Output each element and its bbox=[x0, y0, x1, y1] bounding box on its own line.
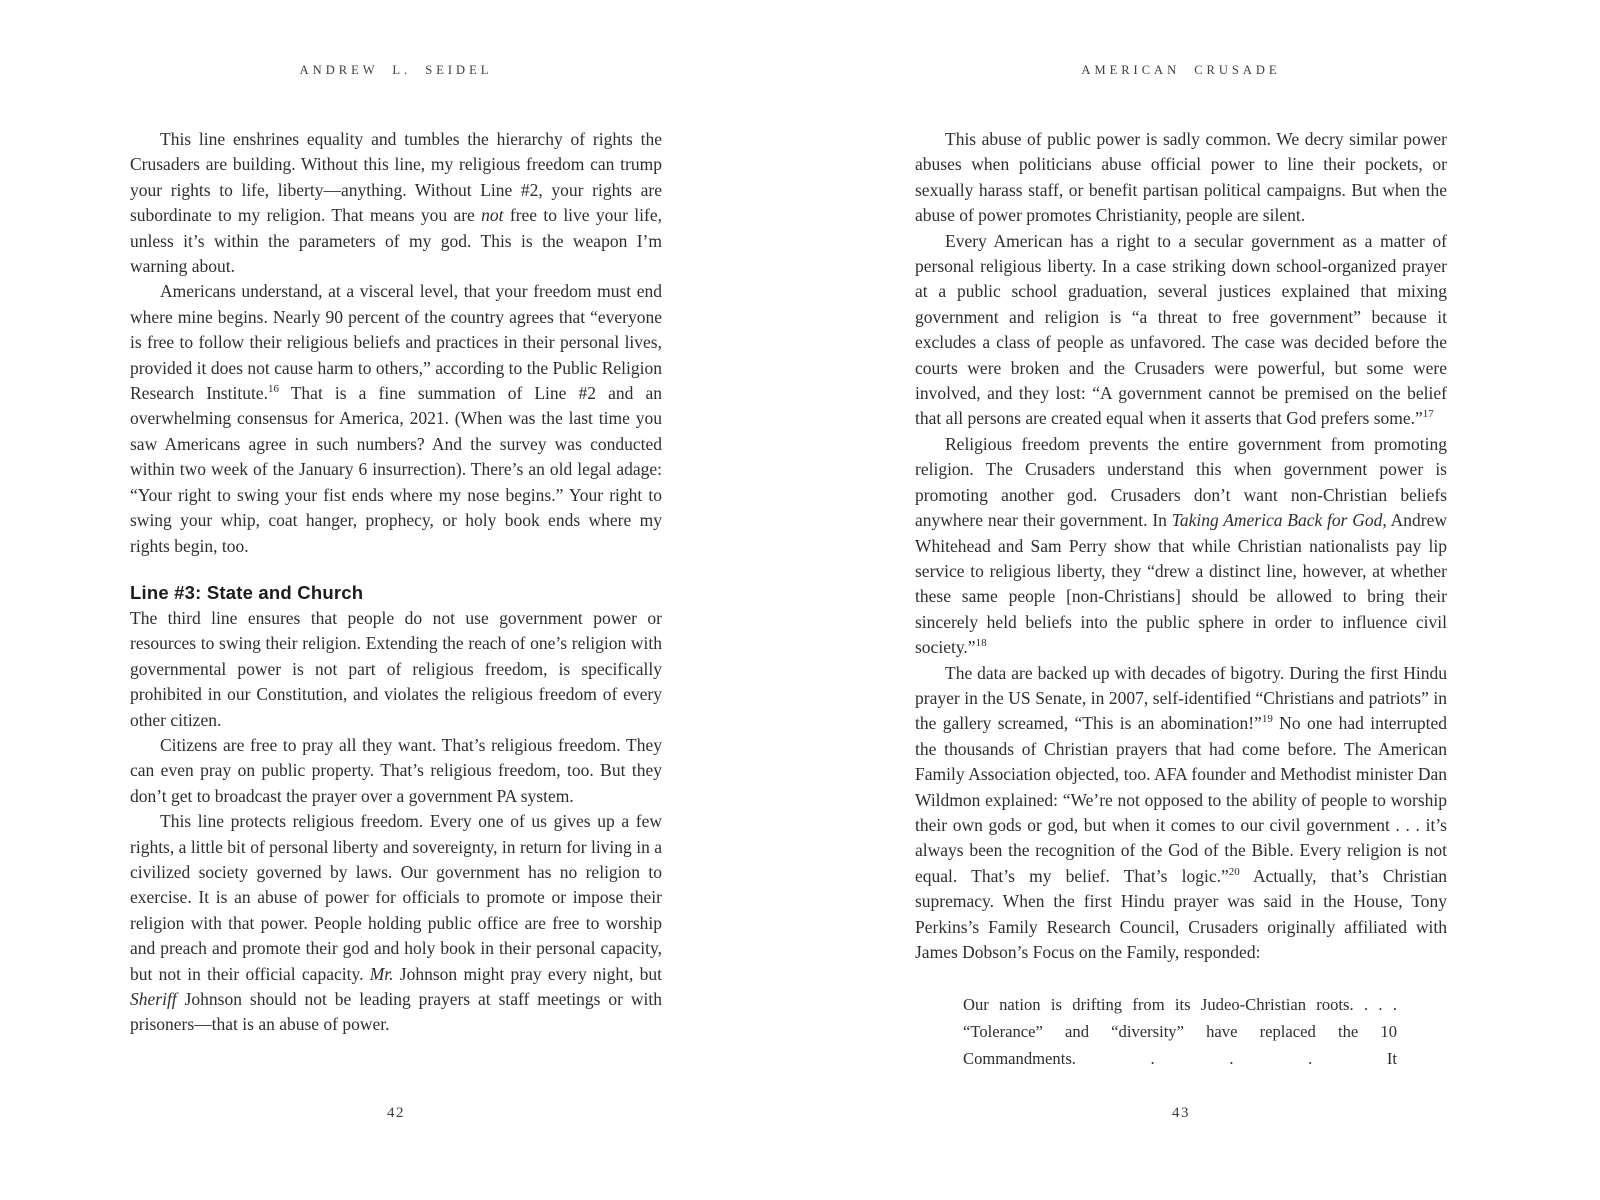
footnote-reference: 18 bbox=[975, 637, 987, 650]
body-paragraph bbox=[915, 432, 1447, 661]
block-quote bbox=[963, 991, 1397, 1072]
running-head-author: ANDREW L. SEIDEL bbox=[299, 63, 493, 77]
text-run: Citizens are free to pray all they want. That’s religious freedom. They can even pray on public property. That’s religious freedom, too. But they don’t get to broadcast the prayer over a government PA system. bbox=[130, 734, 662, 806]
text-run: The data are backed up with decades of bigotry. During the first Hindu prayer in the US Senate, in 2007, self-identified “Christians and patriots” in the gallery screamed, “This is an abomination!” bbox=[915, 662, 1447, 734]
text-run: free to live your life, unless it’s within the parameters of my god. This is the weapon I’m warning about. bbox=[130, 205, 662, 277]
book-page-left bbox=[130, 0, 662, 1200]
body-paragraph bbox=[130, 733, 662, 809]
body-paragraph bbox=[915, 661, 1447, 966]
italic-text: Mr. bbox=[369, 963, 394, 984]
text-run: This line enshrines equality and tumbles the hierarchy of rights the Crusaders are building. Without this line, my religious freedom can trump your rights to life, liberty—anything. Without Line #2, your rights are subordinate to my religion. That means you are bbox=[130, 129, 662, 226]
section-heading: Line #3: State and Church bbox=[130, 581, 364, 603]
page-number-right: 43 bbox=[1172, 1105, 1190, 1121]
footnote-reference: 20 bbox=[1228, 865, 1240, 878]
text-run: Johnson might pray every night, but bbox=[393, 963, 662, 984]
page-left-body bbox=[130, 127, 662, 1038]
footnote-reference: 19 bbox=[1261, 713, 1273, 726]
text-run: The third line ensures that people do not use government power or resources to swing their religion. Extending the reach of one’s religion with governmental power is not part of religious freedom, is specifically prohibited in our Constitution, and violates the religious freedom of every other citizen. bbox=[130, 607, 662, 730]
text-run: That is a fine summation of Line #2 and an overwhelming consensus for America, 2021. (When was the last time you saw Americans agree in such numbers? And the survey was conducted within two week of the January 6 insurrection). There’s an old legal adage: “Your right to swing your fist ends where my nose begins.” Your right to swing your whip, coat hanger, prophecy, or holy book ends where my rights begin, too. bbox=[130, 383, 662, 556]
italic-text: not bbox=[481, 205, 504, 226]
body-paragraph bbox=[130, 127, 662, 279]
text-run: Americans understand, at a visceral level, that your freedom must end where mine begins. Nearly 90 percent of the country agrees that “everyone is free to follow their religious beliefs and practices in their personal lives, provided it does not cause harm to others,” according to the Public Religion Research Institute. bbox=[130, 281, 662, 404]
italic-text: Sheriff bbox=[130, 989, 177, 1009]
text-run: Every American has a right to a secular government as a matter of personal religious liberty. In a case striking down school-organized prayer at a public school graduation, several justices explained that mixing government and religion is “a threat to free government” because it excludes a class of people as unfavored. The case was decided before the courts were broken and the Crusaders were powerful, but some were involved, and they lost: “A government cannot be premised on the belief that all persons are created equal when it asserts that God prefers some.” bbox=[915, 230, 1447, 429]
body-paragraph bbox=[915, 127, 1447, 229]
page-number-left: 42 bbox=[387, 1105, 405, 1121]
text-run: Johnson should not be leading prayers at staff meetings or with prisoners—that is an abuse of power. bbox=[130, 989, 662, 1035]
text-run: This abuse of public power is sadly common. We decry similar power abuses when politicians abuse official power to line their pockets, or sexually harass staff, or benefit partisan political campaigns. But when the abuse of power promotes Christianity, people are silent. bbox=[915, 129, 1447, 226]
book-page-right bbox=[915, 0, 1447, 1200]
running-head-title: AMERICAN CRUSADE bbox=[1081, 63, 1281, 77]
page-right-body bbox=[915, 127, 1447, 1072]
footnote-reference: 16 bbox=[267, 383, 279, 396]
body-paragraph bbox=[130, 809, 662, 1038]
text-run: Actually, that’s Christian supremacy. When the first Hindu prayer was said in the House, Tony Perkins’s Family Research Council, Crusaders originally affiliated with James Dobson’s Focus on the Family, responded: bbox=[915, 865, 1447, 962]
italic-text: Taking America Back for God bbox=[1171, 510, 1383, 531]
text-run: This line protects religious freedom. Every one of us gives up a few rights, a little bit of personal liberty and sovereignty, in return for living in a civilized society governed by laws. Our government has no religion to exercise. It is an abuse of power for officials to promote or impose their religion with that power. People holding public office are free to worship and preach and promote their god and holy book in their personal capacity, but not in their official capacity. bbox=[130, 811, 662, 984]
text-run: No one had interrupted the thousands of Christian prayers that had come before. The American Family Association objected, too. AFA founder and Methodist minister Dan Wildmon explained: “We’re not opposed to the ability of people to worship their own gods or god, but when it comes to our civil government . . . it’s always been the recognition of the God of the Bible. Every religion is not equal. That’s my belief. That’s logic.” bbox=[915, 713, 1448, 886]
footnote-reference: 17 bbox=[1422, 408, 1434, 421]
body-paragraph bbox=[915, 229, 1447, 432]
text-run: Religious freedom prevents the entire government from promoting religion. The Crusaders understand this when government power is promoting another god. Crusaders don’t want non-Christian beliefs anywhere near their government. In bbox=[915, 433, 1447, 531]
body-paragraph bbox=[130, 279, 662, 558]
text-run: Our nation is drifting from its Judeo-Christian roots. . . . “Tolerance” and “diversity” have replaced the 10 Commandments. . . . It bbox=[963, 995, 1397, 1069]
text-run: , Andrew Whitehead and Sam Perry show that while Christian nationalists pay lip service to religious liberty, they “drew a distinct line, however, at whether these same people [non-Christians] should be allowed to bring their sincerely held beliefs into the public sphere in order to influence civil society.” bbox=[915, 510, 1447, 658]
body-paragraph bbox=[130, 606, 662, 733]
